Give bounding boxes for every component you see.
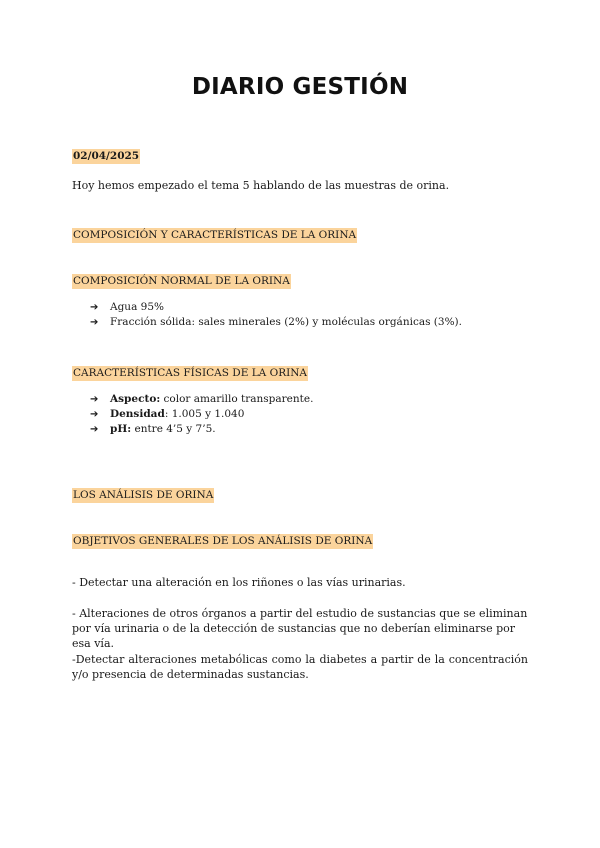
section-heading-urine-analysis bbox=[72, 483, 214, 503]
page-title: DIARIO GESTIÓN bbox=[191, 74, 409, 100]
arrow-icon: ➔ bbox=[90, 317, 99, 328]
section-heading-highlight: LOS ANÁLISIS DE ORINA bbox=[73, 489, 214, 501]
date-heading bbox=[72, 144, 140, 164]
arrow-icon: ➔ bbox=[90, 302, 99, 313]
arrow-icon: ➔ bbox=[90, 394, 99, 405]
list-item bbox=[90, 300, 462, 315]
intro-paragraph: Hoy hemos empezado el tema 5 hablando de las muestras de orina. bbox=[72, 179, 450, 192]
subheading-normal-composition bbox=[72, 269, 291, 289]
list-item bbox=[90, 315, 462, 330]
arrow-icon: ➔ bbox=[90, 409, 99, 420]
subheading-highlight: COMPOSICIÓN NORMAL DE LA ORINA bbox=[73, 275, 290, 287]
subheading-general-objectives bbox=[72, 529, 373, 549]
subheading-physical-characteristics bbox=[72, 361, 308, 381]
date-highlight: 02/04/2025 bbox=[73, 150, 140, 162]
list-item bbox=[90, 392, 313, 407]
physical-list bbox=[90, 392, 313, 437]
list-item-text: Fracción sólida: sales minerales (2%) y moléculas orgánicas (3%). bbox=[110, 316, 462, 328]
section-heading-composition-characteristics bbox=[72, 223, 357, 243]
section-heading-highlight: COMPOSICIÓN Y CARACTERÍSTICAS DE LA ORINA bbox=[73, 229, 357, 241]
list-item bbox=[90, 407, 313, 422]
subheading-highlight: OBJETIVOS GENERALES DE LOS ANÁLISIS DE ORINA bbox=[73, 535, 373, 547]
list-item-label: pH: bbox=[110, 423, 132, 435]
list-item bbox=[90, 422, 313, 437]
list-item-text: color amarillo transparente. bbox=[160, 393, 314, 405]
list-item-text: : 1.005 y 1.040 bbox=[164, 408, 245, 420]
list-item-label: Densidad bbox=[110, 408, 165, 420]
arrow-icon: ➔ bbox=[90, 424, 99, 435]
objective-paragraph: -Detectar alteraciones metabólicas como la diabetes a partir de la concentración y/o presencia de determinadas sustancias. bbox=[72, 653, 528, 681]
objective-paragraph: - Alteraciones de otros órganos a partir del estudio de sustancias que se eliminan por vía urinaria o de la detección de sustancias que no deberían eliminarse por esa vía. bbox=[72, 607, 528, 650]
composition-list bbox=[90, 300, 462, 330]
list-item-label: Aspecto: bbox=[110, 393, 161, 405]
subheading-highlight: CARACTERÍSTICAS FÍSICAS DE LA ORINA bbox=[73, 367, 308, 379]
list-item-text: Agua 95% bbox=[110, 301, 165, 313]
list-item-text: entre 4’5 y 7’5. bbox=[131, 423, 216, 435]
objective-paragraph: - Detectar una alteración en los riñones o las vías urinarias. bbox=[72, 576, 406, 589]
